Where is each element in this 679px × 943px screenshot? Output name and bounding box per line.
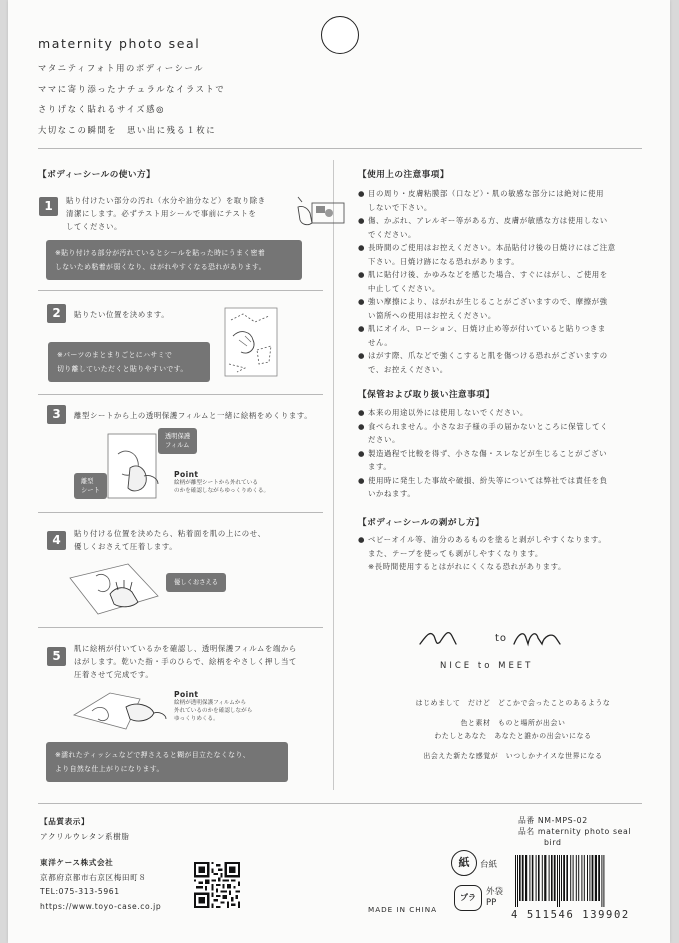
quality-heading: 【品質表示】 [40,817,90,826]
barcode-bars [513,855,637,907]
callout-line: フィルム [165,442,190,449]
barcode-bar [584,855,585,901]
callout-line: 離型 [81,478,94,485]
caution-item: ● 長時間のご使用はお控えください。本品貼付け後の日焼けにはご注意 下さい。日焼け跡になる恐れがあります。 [358,243,616,266]
barcode-bar [566,855,568,901]
made-in: MADE IN CHINA [368,905,438,914]
storage-item: ● 食べられません。小さなお子様の手の届かないところに保管してく ださい。 [358,421,609,444]
point-block [174,470,269,495]
barcode-bar [557,855,558,907]
step-divider [38,512,323,513]
recycle-plastic-icon: プラ [454,885,482,911]
logo-mark-text: to [495,633,508,644]
point-title: Point [174,690,199,699]
barcode-bar [519,855,521,901]
tagline-line: 出会えた新たな感覚が いつしかナイスな世界になる [423,752,603,760]
storage-heading: 【保管および取り扱い注意事項】 [358,390,495,400]
storage-list [358,406,646,501]
recycle-plastic-line: 外袋 [486,887,504,897]
barcode-bar [559,855,560,907]
package-sheet [8,0,670,943]
barcode-bar [595,855,597,901]
barcode-bar [538,855,540,901]
note-line: より自然な仕上がりになります。 [55,765,164,773]
step-line: 圧着させて完成です。 [74,670,154,679]
barcode-bar [549,855,550,901]
barcode-bar [592,855,594,901]
barcode-bar [581,855,582,901]
product-title: maternity photo seal [38,36,201,51]
step-text [66,194,302,233]
point-title: Point [174,470,199,479]
note-line: ※パーツのまとまりごとにハサミで [57,351,173,359]
point-line: のかを確認しながらゆっくりめくる。 [174,488,270,494]
point-line: 絵柄が離型シートから外れている [174,480,258,486]
step-number: 1 [39,197,58,216]
step1-note [46,240,302,280]
step-number: 3 [47,405,66,424]
barcode-bar [578,855,579,901]
intro-line: さりげなく貼れるサイズ感◎ [38,104,165,114]
removal-item: ● ベビーオイル等、油分のあるものを塗ると剥がしやすくなります。 また、テープを使っても剥がしやすくなります。 ※長時間使用するとはがれにくくなる恐れがあります。 [358,535,607,571]
company-url[interactable]: https://www.toyo-case.co.jp [40,901,162,911]
peel-illustration [104,432,162,502]
point-line: ゆっくりめくる。 [174,716,219,722]
barcode-bar [517,855,518,907]
step-divider [38,394,323,395]
column-divider [333,160,334,790]
barcode-bar [536,855,537,901]
storage-item: ● 本来の用途以外には使用しないでください。 [358,408,528,417]
tagline-line: わたしとあなた あなたと誰かの出会いになる [434,732,592,740]
brand-tagline [383,697,643,763]
press-callout: 優しくおさえる [166,573,226,592]
barcode-bar [551,855,553,901]
step-text [74,642,297,681]
barcode-bar [570,855,571,901]
remove-film-illustration [70,685,170,733]
caution-item: ● 傷、かぶれ、アレルギー等がある方、皮膚が敏感な方は使用しない でください。 [358,216,608,239]
step-line: してください。 [66,222,122,231]
point-line: 絵柄が透明保護フィルムから [174,700,247,706]
step-number: 4 [47,531,66,550]
film-callout [158,428,197,454]
step-line: 貼り付ける位置を決めたら、粘着面を肌の上にのせ、 [74,529,266,538]
barcode-bar [532,855,534,901]
storage-item: ● 製造過程で比較を得ず、小さな傷・スレなどが生じることがござい ます。 [358,448,608,471]
barcode-bar [554,855,556,901]
step-text [74,308,169,321]
recycle-plastic-line: PP [486,898,497,908]
barcode-bar [589,855,590,901]
barcode-bar [598,855,600,901]
step-number: 2 [47,304,66,323]
removal-heading: 【ボディーシールの剥がし方】 [358,518,485,528]
barcode-bar [529,855,530,901]
storage-item: ● 使用時に発生した事故や破損、紛失等については弊社では責任を負 いかねます。 [358,475,608,498]
intro-line: マタニティフォト用のボディーシール [38,63,205,73]
step-text [74,409,312,422]
step-divider [38,627,323,628]
step2-note [48,342,210,382]
recycle-paper-icon: 紙 [451,850,477,876]
liner-callout [74,473,107,499]
barcode-bar [522,855,524,901]
cautions-heading: 【使用上の注意事項】 [358,170,449,180]
intro-line: ママに寄り添ったナチュラルなイラストで [38,83,226,94]
caution-item: ● 肌にオイル、ローション、日焼け止め等が付いていると貼りつきま せん。 [358,324,606,347]
barcode-bar [525,855,527,901]
removal-list [358,533,646,574]
note-line: しないため粘着が弱くなり、はがれやすくなる恐れがあります。 [55,263,266,271]
point-block [174,690,252,723]
barcode-digits: 4 511546 139902 [511,909,630,921]
tagline-line: はじめまして だけど どこかで会ったことのあるような [415,699,611,707]
company-address: 京都府京都市右京区梅田町８ [40,872,147,882]
step5-note [46,742,288,782]
company-name: 東洋ケース株式会社 [40,858,114,867]
material: アクリルウレタン系樹脂 [40,831,130,841]
tagline-line: 色と素材 ものと場所が出会い [460,719,566,727]
intro-text [38,58,225,140]
press-illustration [66,560,162,618]
barcode-bar [587,855,588,901]
company-info [40,856,161,914]
step-text [74,527,266,553]
barcode-bar [603,855,604,907]
cut-parts-illustration [223,306,279,378]
test-sticker-illustration [296,193,348,233]
recycle-plastic-label [486,887,503,909]
brand-logo [418,622,568,652]
qr-code[interactable] [194,862,240,908]
hang-hole [321,16,359,54]
barcode-bar [576,855,577,901]
tagline-gap [383,743,643,750]
caution-item: ● 肌に貼付け後、かゆみなどを感じた場合、すぐにはがし、ご使用を 中止してください。 [358,270,608,293]
company-tel: TEL:075-313-5961 [40,887,120,896]
step-line: 貼りたい位置を決めます。 [74,310,170,319]
step-number: 5 [47,647,66,666]
barcode-bar [544,855,546,901]
caution-item: ● 強い摩擦により、はがれが生じることがございますので、摩擦が強 い箇所への使用はお控えください。 [358,297,608,320]
point-line: 外れているのかを確認しながら [174,708,253,714]
product-info [518,815,631,848]
howto-heading: 【ボディーシールの使い方】 [38,170,156,180]
barcode-bar [515,855,516,907]
barcode-bar [563,855,565,901]
callout-line: シート [81,487,100,494]
barcode-bar [573,855,574,901]
step-line: はがします。乾いた指・手のひらで、絵柄をやさしく押し当て [74,657,297,666]
barcode-bar [601,855,602,907]
product-name: 品名 maternity photo seal [518,827,632,836]
header-divider [38,148,642,149]
quality-info [40,815,130,844]
barcode [513,855,637,907]
step-line: 肌に絵柄が付いているかを確認し、透明保護フィルムを端から [74,644,297,653]
step-divider [38,290,323,291]
barcode-bar [542,855,543,901]
step-line: 貼り付けたい部分の汚れ（水分や油分など）を取り除き [66,196,266,205]
callout-line: 透明保護 [165,433,191,440]
product-variant: bird [544,838,562,847]
intro-line: 大切なこの瞬間を 思い出に残る１枚に [38,124,217,135]
product-number: 品番 NM-MPS-02 [518,816,588,825]
note-line: ※濡れたティッシュなどで押さえると糊が目立たなくなり、 [55,751,251,759]
footer-divider [38,803,642,804]
recycle-paper-label: 台紙 [480,860,498,870]
note-line: ※貼り付ける部分が汚れているとシールを貼った時にうまく密着 [55,249,266,257]
step-line: 離型シートから上の透明保護フィルムと一緒に絵柄をめくります。 [74,411,313,420]
barcode-bar [561,855,562,901]
step-line: 清潔にします。必ずテスト用シールで事前にテストを [66,209,257,218]
tagline-gap [383,710,643,717]
cautions-list [358,187,646,376]
caution-item: ● はがす際、爪などで強くこすると肌を傷つける恐れがございますの で、お控えください。 [358,351,608,374]
note-line: 切り離していただくと貼りやすいです。 [57,365,188,373]
brand-name: NICE to MEET [440,661,534,671]
step-line: 優しくおさえて圧着します。 [74,542,178,551]
caution-item: ● 目の周り・皮膚粘膜部（口など）・肌の敏感な部分には絶対に使用 しないで下さい。 [358,189,605,212]
